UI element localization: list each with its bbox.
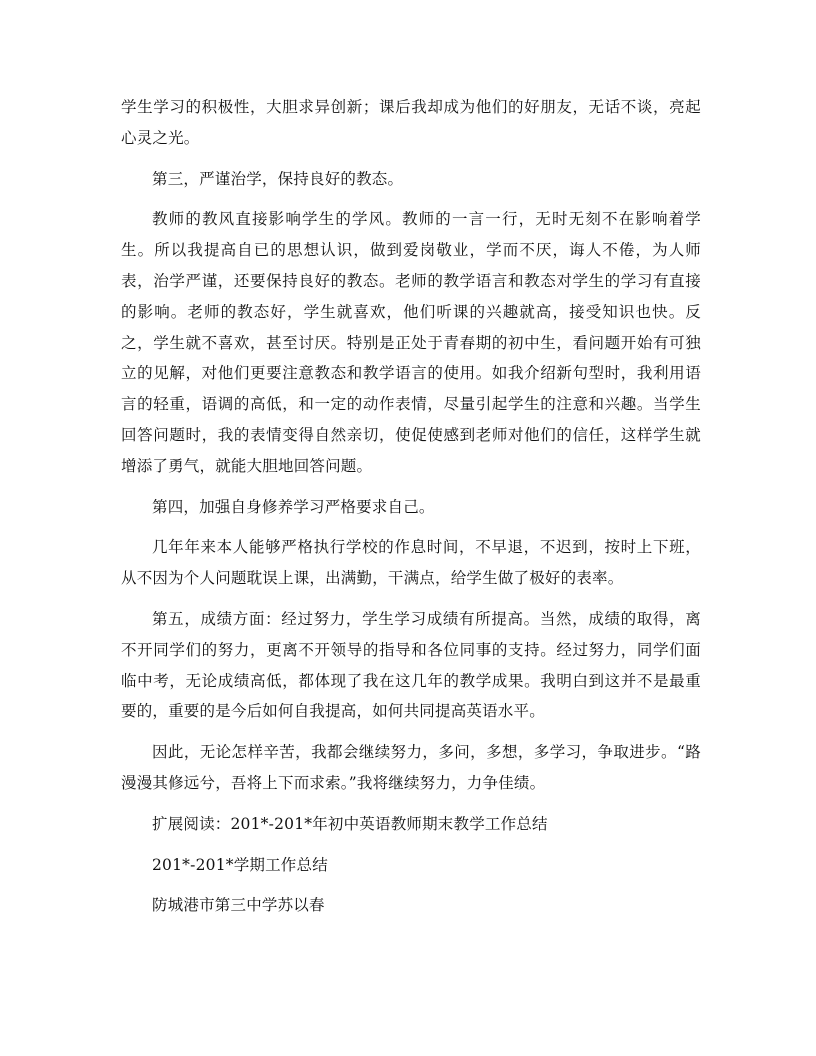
author-line: 防城港市第三中学苏以春 [152, 896, 325, 915]
paragraph-conclusion: 因此，无论怎样辛苦，我都会继续努力，多问，多想，多学习，争取进步。“路漫漫其修远兮，吾将上下而求索。”我将继续努力，力争佳绩。 [121, 743, 701, 792]
semester-summary-title: 201*-201*学期工作总结 [152, 855, 328, 874]
paragraph-continuation: 学生学习的积极性，大胆求异创新；课后我却成为他们的好朋友，无话不谈，亮起心灵之光。 [121, 98, 701, 147]
heading-fourth-point: 第四，加强自身修养学习严格要求自己。 [152, 497, 435, 516]
paragraph-fifth-point-results: 第五，成绩方面：经过努力，学生学习成绩有所提高。当然，成绩的取得，离不开同学们的努力，更离不开领导的指导和各位同事的支持。经过努力，同学们面临中考，无论成绩高低，都体现了我在这几年的教学成果。我明白到这并不是最重要的，重要的是今后如何自我提高，如何共同提高英语水平。 [121, 609, 701, 721]
paragraph-attendance: 几年年来本人能够严格执行学校的作息时间，不早退，不迟到，按时上下班，从不因为个人问题耽误上课，出满勤，干满点，给学生做了极好的表率。 [121, 538, 701, 588]
paragraph-teaching-manner: 教师的教风直接影响学生的学风。教师的一言一行，无时无刻不在影响着学生。所以我提高自已的思想认识，做到爱岗敬业，学而不厌，诲人不倦，为人师表，治学严谨，还要保持良好的教态。老师的教学语言和教态对学生的学习有直接的影响。老师的教态好，学生就喜欢，他们听课的兴趣就高，接受知识也快。反之，学生就不喜欢，甚至讨厌。特别是正处于青春期的初中生，看问题开始有可独立的见解，对他们更要注意教态和教学语言的使用。如我介绍新句型时，我利用语言的轻重，语调的高低，和一定的动作表情，尽量引起学生的注意和兴趣。当学生回答问题时，我的表情变得自然亲切，使促使感到老师对他们的信任，这样学生就增添了勇气，就能大胆地回答问题。 [121, 210, 701, 475]
extended-reading-title: 扩展阅读：201*-201*年初中英语教师期末教学工作总结 [152, 814, 548, 833]
document-body [121, 92, 701, 921]
heading-third-point: 第三，严谨治学，保持良好的教态。 [152, 169, 404, 188]
